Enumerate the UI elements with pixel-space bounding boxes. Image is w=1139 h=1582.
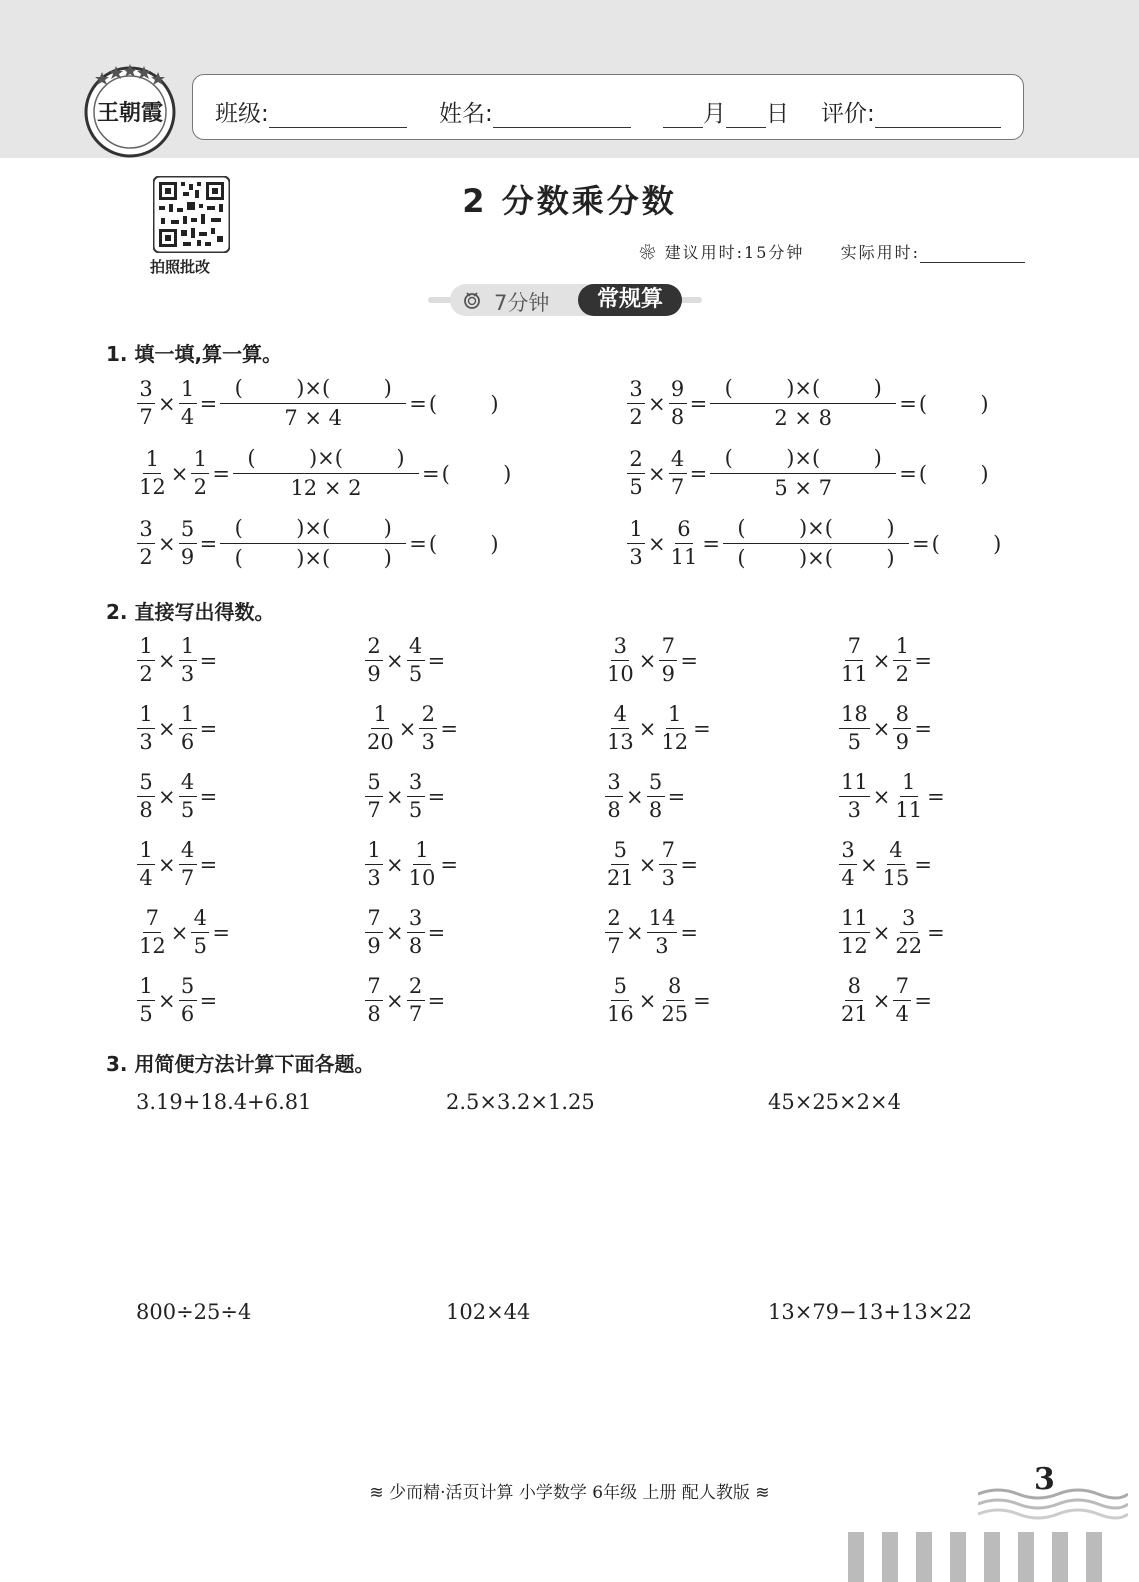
denominator: 21 [841, 1002, 868, 1026]
banner-time: 7分钟 [494, 291, 550, 315]
fraction [137, 636, 155, 685]
q2-expression[interactable]: $\frac{2}{9}$ × $\frac{4}{5}$ = [364, 636, 447, 685]
work-denominator[interactable]: 2 × 8 [774, 406, 833, 430]
denominator: 22 [895, 934, 923, 958]
q2-expression[interactable]: $\frac{5}{21}$ × $\frac{7}{3}$ = [607, 838, 698, 890]
fraction [839, 704, 870, 753]
fraction [605, 704, 636, 753]
fraction [419, 704, 437, 753]
fraction [137, 519, 155, 568]
footer-bar [1086, 1532, 1102, 1582]
numerator: 11 [839, 772, 870, 797]
fraction [179, 519, 197, 568]
numerator: 1 [893, 636, 911, 661]
q2-expression[interactable]: $\frac{4}{13}$ × $\frac{1}{12}$ = [607, 702, 711, 754]
medal-icon [462, 290, 482, 310]
denominator: 2 [629, 405, 643, 429]
work-fraction [723, 518, 909, 569]
answer-blank[interactable]: ( ) [918, 461, 989, 486]
numerator: 2 [419, 704, 437, 729]
denominator: 2 [895, 662, 910, 686]
footer-bar [1018, 1532, 1034, 1582]
flower-icon: ❀ [639, 243, 658, 262]
denominator: 12 [139, 475, 166, 499]
numerator: 2 [365, 636, 383, 661]
fraction [605, 636, 636, 685]
wave-decoration [978, 1482, 1128, 1522]
numerator: 1 [191, 449, 209, 474]
q2-expression[interactable]: $\frac{3}{4}$ × $\frac{4}{15}$ = [838, 840, 934, 889]
numerator: 9 [669, 379, 687, 404]
numerator: 8 [893, 704, 911, 729]
numerator: 3 [839, 840, 857, 865]
numerator: 5 [179, 519, 197, 544]
numerator: 7 [365, 908, 383, 933]
numerator: 7 [365, 976, 383, 1001]
q3-item-4: 800÷25÷4 [136, 1300, 252, 1324]
fraction [627, 379, 645, 428]
suggested-time: 建议用时:15分钟 [664, 243, 805, 262]
numerator: 3 [407, 772, 425, 797]
q1-expression: $\frac{1}{3}$ × $\frac{6}{11}$ = $\frac{( )\times( )}{( )\times( )}$ = ( ) [626, 518, 1001, 569]
brand-logo [82, 62, 178, 158]
fraction [179, 976, 197, 1025]
work-numerator[interactable]: ( )×( ) [220, 518, 406, 544]
name-blank[interactable] [493, 103, 631, 128]
q2-expression[interactable]: $\frac{7}{12}$ × $\frac{4}{5}$ = [139, 906, 230, 958]
denominator: 9 [661, 662, 676, 686]
denominator: 2 [193, 475, 208, 499]
numerator: 7 [845, 636, 863, 661]
denominator: 4 [841, 866, 855, 890]
q2-expression[interactable]: $\frac{11}{12}$ × $\frac{3}{22}$ = [841, 906, 945, 958]
fraction [137, 840, 155, 889]
numerator: 5 [365, 772, 383, 797]
numerator: 3 [137, 379, 155, 404]
footer-bar [1052, 1532, 1068, 1582]
fraction [605, 976, 636, 1025]
q1-title: 1. 填一填,算一算。 [106, 342, 283, 366]
fraction [605, 772, 623, 821]
denominator: 6 [180, 730, 195, 754]
work-denominator[interactable]: 5 × 7 [774, 476, 833, 500]
q2-expression[interactable]: $\frac{1}{20}$ × $\frac{2}{3}$ = [367, 702, 458, 754]
fraction [365, 976, 383, 1025]
denominator: 5 [408, 798, 423, 822]
numerator: 5 [179, 976, 197, 1001]
fraction [605, 908, 623, 957]
work-denominator[interactable]: ( )×( ) [737, 546, 895, 570]
work-fraction [220, 378, 406, 429]
numerator: 4 [179, 772, 197, 797]
denominator: 10 [607, 662, 634, 686]
numerator: 4 [669, 449, 687, 474]
name-field[interactable]: 姓名: [439, 95, 631, 128]
numerator: 2 [605, 908, 623, 933]
date-field[interactable]: 月 日 [663, 95, 789, 128]
denominator: 8 [607, 798, 621, 822]
answer-blank[interactable]: ( ) [931, 531, 1002, 556]
denominator: 21 [607, 866, 634, 890]
fraction [407, 840, 438, 889]
numerator: 1 [143, 449, 161, 474]
numerator: 3 [627, 379, 645, 404]
q2-expression[interactable]: $\frac{1}{4}$ × $\frac{4}{7}$ = [136, 840, 219, 889]
q2-expression[interactable]: $\frac{1}{2}$ × $\frac{1}{3}$ = [136, 636, 219, 685]
fraction [893, 704, 911, 753]
work-fraction [710, 448, 896, 499]
fraction [839, 908, 870, 957]
denominator: 5 [629, 475, 643, 499]
numerator: 1 [666, 704, 684, 729]
work-denominator[interactable]: 7 × 4 [284, 406, 343, 430]
fraction [191, 449, 209, 498]
work-fraction [220, 518, 406, 569]
work-fraction [710, 378, 896, 429]
numerator: 3 [407, 908, 425, 933]
denominator: 9 [367, 934, 381, 958]
page-title: 2 分数乘分数 [462, 182, 677, 220]
numerator: 1 [137, 976, 155, 1001]
day-blank[interactable] [726, 103, 766, 128]
class-field[interactable]: 班级: [215, 95, 407, 128]
denominator: 7 [180, 866, 195, 890]
fraction [627, 449, 645, 498]
q2-expression[interactable]: $\frac{1}{5}$ × $\frac{5}{6}$ = [136, 976, 219, 1025]
q2-expression[interactable]: $\frac{3}{8}$ × $\frac{5}{8}$ = [604, 772, 687, 821]
fraction [839, 840, 857, 889]
fraction [137, 772, 155, 821]
fraction [137, 976, 155, 1025]
qr-caption: 拍照批改 [150, 258, 211, 276]
denominator: 12 [661, 730, 689, 754]
denominator: 8 [367, 1002, 381, 1026]
denominator: 20 [367, 730, 394, 754]
footer-bar [848, 1532, 864, 1582]
fraction [881, 840, 912, 889]
fraction [179, 772, 197, 821]
fraction [407, 636, 425, 685]
q1-expression: $\frac{3}{7}$ × $\frac{1}{4}$ = $\frac{( )\times( )}{7 \times 4}$ = ( ) [136, 378, 499, 429]
denominator: 10 [408, 866, 436, 890]
q1-expression: $\frac{3}{2}$ × $\frac{9}{8}$ = $\frac{( )\times( )}{2 \times 8}$ = ( ) [626, 378, 989, 429]
fraction [365, 908, 383, 957]
footer-bar [882, 1532, 898, 1582]
denominator: 8 [139, 798, 153, 822]
q2-expression[interactable]: $\frac{7}{8}$ × $\frac{2}{7}$ = [364, 976, 447, 1025]
denominator: 7 [367, 798, 381, 822]
footer-bar [984, 1532, 1000, 1582]
fraction [365, 840, 383, 889]
numerator: 1 [137, 704, 155, 729]
fraction [669, 379, 687, 428]
numerator: 2 [627, 449, 645, 474]
timing-info [640, 240, 1025, 263]
denominator: 12 [841, 934, 868, 958]
fraction [893, 908, 924, 957]
q2-title: 2. 直接写出得数。 [106, 600, 275, 624]
denominator: 8 [648, 798, 663, 822]
fraction [839, 772, 870, 821]
numerator: 5 [137, 772, 155, 797]
student-info-box [192, 74, 1024, 140]
fraction [605, 840, 636, 889]
fraction [365, 636, 383, 685]
actual-time-blank[interactable] [920, 244, 1025, 263]
numerator: 5 [611, 840, 629, 865]
fraction [137, 379, 155, 428]
q2-expression[interactable]: $\frac{8}{21}$ × $\frac{7}{4}$ = [841, 974, 932, 1026]
numerator: 5 [647, 772, 665, 797]
denominator: 3 [139, 730, 153, 754]
fraction [365, 704, 396, 753]
denominator: 9 [895, 730, 910, 754]
q2-expression[interactable]: $\frac{1}{3}$ × $\frac{1}{10}$ = [364, 840, 460, 889]
numerator: 1 [627, 519, 645, 544]
q1-expression: $\frac{1}{12}$ × $\frac{1}{2}$ = $\frac{( )\times( )}{12 \times 2}$ = ( ) [139, 446, 512, 500]
numerator: 4 [611, 704, 629, 729]
q2-expression[interactable]: $\frac{11}{3}$ × $\frac{1}{11}$ = [841, 770, 945, 822]
work-denominator[interactable]: ( )×( ) [234, 546, 392, 570]
q3-item-5: 102×44 [446, 1300, 531, 1324]
fraction [669, 519, 700, 568]
fraction [179, 840, 197, 889]
denominator: 5 [180, 798, 195, 822]
denominator: 3 [421, 730, 436, 754]
denominator: 3 [180, 662, 195, 686]
denominator: 2 [139, 545, 153, 569]
numerator: 4 [191, 908, 209, 933]
q1-expression: $\frac{3}{2}$ × $\frac{5}{9}$ = $\frac{( )\times( )}{( )\times( )}$ = ( ) [136, 518, 499, 569]
fraction [407, 772, 425, 821]
numerator: 1 [371, 704, 389, 729]
work-numerator[interactable]: ( )×( ) [710, 378, 896, 404]
fraction [659, 636, 677, 685]
denominator: 8 [670, 405, 685, 429]
fraction [137, 908, 168, 957]
fraction [365, 772, 383, 821]
numerator: 2 [407, 976, 425, 1001]
fraction [839, 976, 870, 1025]
denominator: 3 [655, 934, 669, 958]
numerator: 8 [666, 976, 684, 1001]
denominator: 5 [139, 1002, 153, 1026]
fraction [893, 772, 924, 821]
fraction [137, 449, 168, 498]
work-numerator[interactable]: ( )×( ) [710, 448, 896, 474]
work-numerator[interactable]: ( )×( ) [220, 378, 406, 404]
numerator: 3 [611, 636, 629, 661]
numerator: 18 [839, 704, 870, 729]
q3-item-1: 3.19+18.4+6.81 [136, 1090, 312, 1114]
answer-blank[interactable]: ( ) [428, 391, 499, 416]
q3-item-2: 2.5×3.2×1.25 [446, 1090, 595, 1114]
rating-blank[interactable] [875, 103, 1001, 128]
class-blank[interactable] [269, 103, 407, 128]
q2-expression[interactable]: $\frac{18}{5}$ × $\frac{8}{9}$ = [841, 702, 932, 754]
fraction [179, 379, 197, 428]
denominator: 3 [847, 798, 862, 822]
numerator: 3 [137, 519, 155, 544]
numerator: 1 [137, 636, 155, 661]
fraction [893, 976, 911, 1025]
numerator: 7 [659, 840, 677, 865]
answer-blank[interactable]: ( ) [428, 531, 499, 556]
numerator: 5 [611, 976, 629, 1001]
denominator: 4 [139, 866, 153, 890]
fraction [179, 636, 197, 685]
fraction [407, 976, 425, 1025]
fraction [669, 449, 687, 498]
denominator: 7 [408, 1002, 423, 1026]
q2-expression[interactable]: $\frac{2}{7}$ × $\frac{14}{3}$ = [604, 908, 700, 957]
denominator: 11 [670, 545, 698, 569]
denominator: 25 [661, 1002, 689, 1026]
numerator: 1 [365, 840, 383, 865]
numerator: 1 [137, 840, 155, 865]
numerator: 7 [143, 908, 161, 933]
numerator: 7 [893, 976, 911, 1001]
fraction [659, 840, 677, 889]
denominator: 8 [408, 934, 423, 958]
numerator: 4 [887, 840, 905, 865]
numerator: 11 [839, 908, 870, 933]
numerator: 1 [900, 772, 918, 797]
denominator: 11 [895, 798, 923, 822]
numerator: 14 [647, 908, 678, 933]
q2-expression[interactable]: $\frac{5}{7}$ × $\frac{3}{5}$ = [364, 772, 447, 821]
q2-expression[interactable]: $\frac{7}{9}$ × $\frac{3}{8}$ = [364, 908, 447, 957]
work-fraction [233, 448, 419, 499]
page-number: 3 [1034, 1462, 1055, 1497]
fraction [407, 908, 425, 957]
denominator: 2 [139, 662, 153, 686]
numerator: 4 [407, 636, 425, 661]
numerator: 1 [179, 636, 197, 661]
numerator: 6 [675, 519, 693, 544]
footer-bar [950, 1532, 966, 1582]
denominator: 5 [408, 662, 423, 686]
rating-field[interactable]: 评价: [821, 95, 1001, 128]
denominator: 9 [367, 662, 381, 686]
denominator: 13 [607, 730, 634, 754]
numerator: 4 [179, 840, 197, 865]
denominator: 3 [629, 545, 643, 569]
numerator: 3 [605, 772, 623, 797]
numerator: 8 [845, 976, 863, 1001]
denominator: 7 [607, 934, 621, 958]
q3-item-6: 13×79−13+13×22 [768, 1300, 972, 1324]
q2-expression[interactable]: $\frac{7}{11}$ × $\frac{1}{2}$ = [841, 634, 932, 686]
svg-text:王朝霞: 王朝霞 [96, 100, 164, 126]
q2-expression[interactable]: $\frac{1}{3}$ × $\frac{1}{6}$ = [136, 704, 219, 753]
footer-text: ≋ 少而精·活页计算 小学数学 6年级 上册 配人教版 ≋ [369, 1483, 770, 1503]
month-blank[interactable] [663, 103, 703, 128]
q3-item-3: 45×25×2×4 [768, 1090, 901, 1114]
q1-expression: $\frac{2}{5}$ × $\frac{4}{7}$ = $\frac{( )\times( )}{5 \times 7}$ = ( ) [626, 448, 989, 499]
work-numerator[interactable]: ( )×( ) [723, 518, 909, 544]
fraction [659, 704, 690, 753]
denominator: 15 [882, 866, 910, 890]
fraction [659, 976, 690, 1025]
denominator: 7 [139, 405, 153, 429]
denominator: 5 [193, 934, 208, 958]
actual-time-label: 实际用时: [840, 243, 920, 262]
fraction [137, 704, 155, 753]
fraction [647, 772, 665, 821]
work-numerator[interactable]: ( )×( ) [233, 448, 419, 474]
denominator: 6 [180, 1002, 195, 1026]
fraction [191, 908, 209, 957]
numerator: 3 [900, 908, 918, 933]
denominator: 12 [139, 934, 166, 958]
denominator: 9 [180, 545, 195, 569]
numerator: 7 [659, 636, 677, 661]
footer-bar [916, 1532, 932, 1582]
denominator: 3 [661, 866, 676, 890]
denominator: 11 [841, 662, 868, 686]
answer-blank[interactable]: ( ) [918, 391, 989, 416]
section-banner [428, 284, 702, 316]
q3-title: 3. 用简便方法计算下面各题。 [106, 1052, 375, 1076]
denominator: 5 [847, 730, 862, 754]
denominator: 3 [367, 866, 381, 890]
q2-expression[interactable]: $\frac{5}{16}$ × $\frac{8}{25}$ = [607, 974, 711, 1026]
fraction [179, 704, 197, 753]
fraction [647, 908, 678, 957]
q2-expression[interactable]: $\frac{3}{10}$ × $\frac{7}{9}$ = [607, 634, 698, 686]
numerator: 1 [413, 840, 431, 865]
fraction [627, 519, 645, 568]
work-denominator[interactable]: 12 × 2 [290, 476, 362, 500]
q2-expression[interactable]: $\frac{5}{8}$ × $\frac{4}{5}$ = [136, 772, 219, 821]
denominator: 4 [180, 405, 195, 429]
denominator: 16 [607, 1002, 634, 1026]
fraction [839, 636, 870, 685]
denominator: 7 [670, 475, 685, 499]
fraction [893, 636, 911, 685]
answer-blank[interactable]: ( ) [441, 461, 512, 486]
numerator: 1 [179, 379, 197, 404]
banner-badge: 常规算 [578, 284, 682, 316]
denominator: 4 [895, 1002, 910, 1026]
numerator: 1 [179, 704, 197, 729]
